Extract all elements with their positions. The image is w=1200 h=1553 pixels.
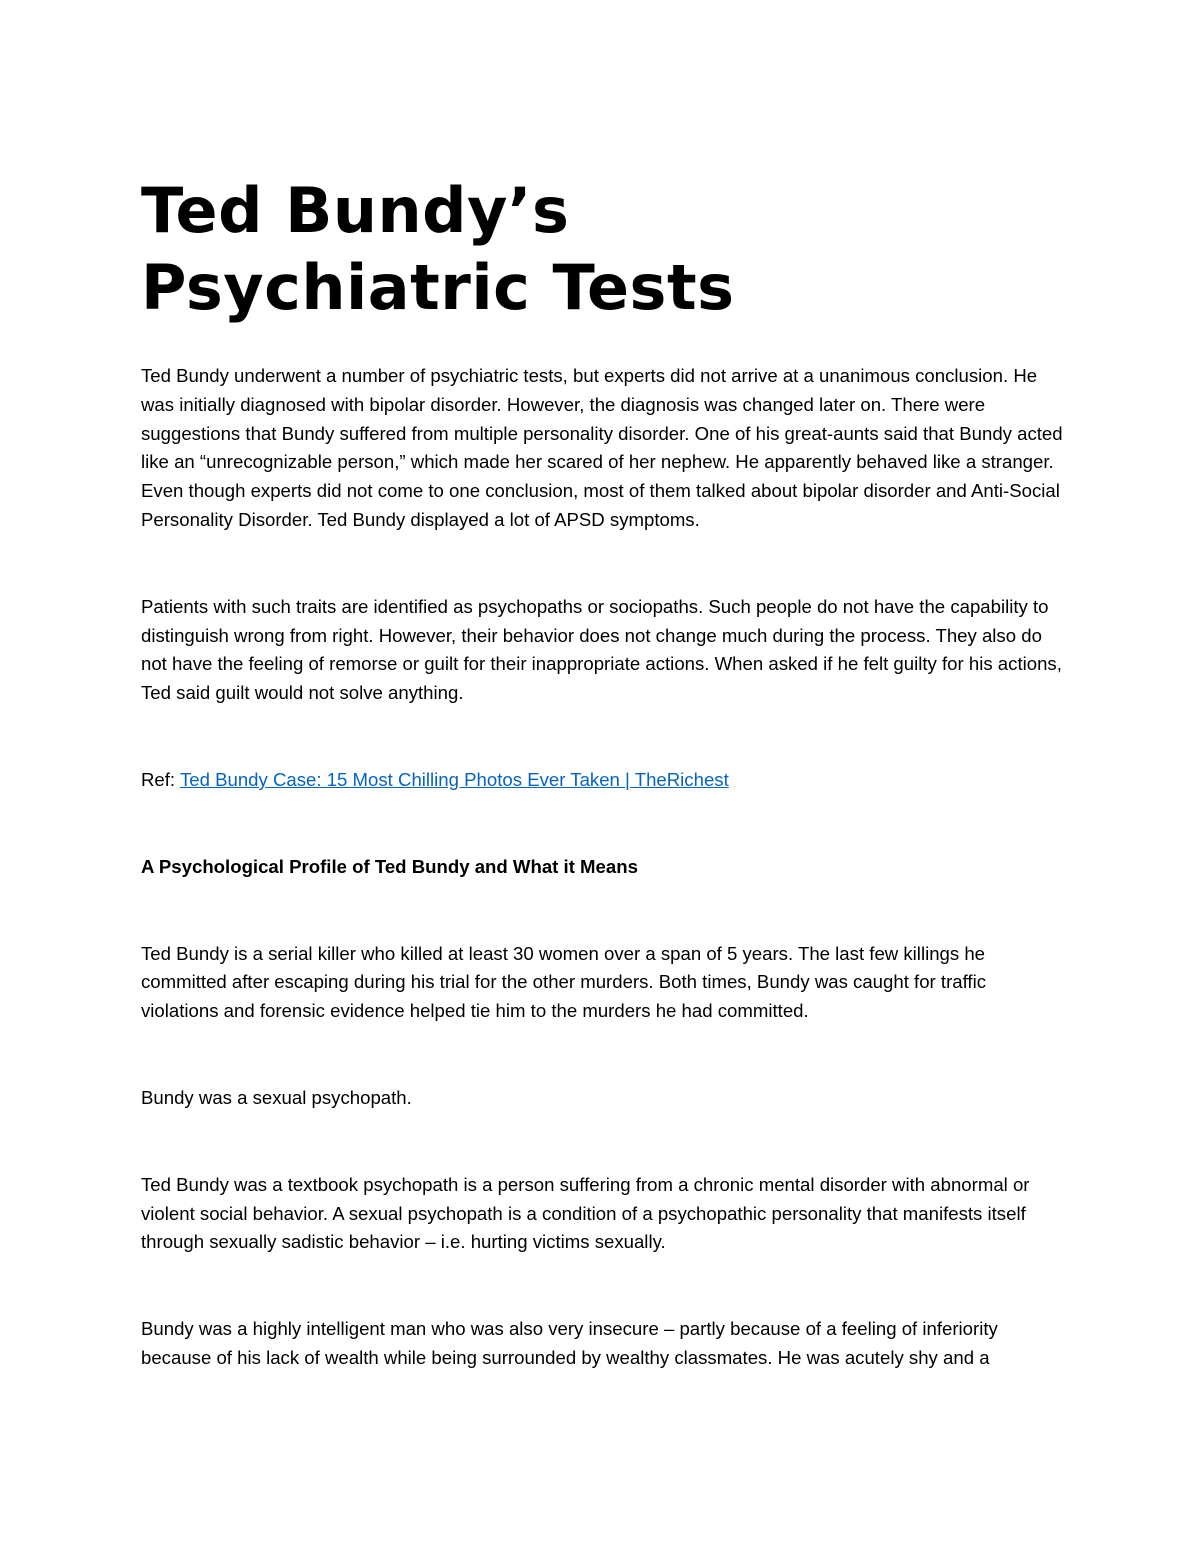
title-line-1: Ted Bundy’s [141, 174, 570, 247]
spacer [141, 882, 1066, 940]
spacer [141, 795, 1066, 853]
paragraph-psychiatric-tests: Ted Bundy underwent a number of psychiatric tests, but experts did not arrive at a unanimous conclusion. He was initially diagnosed with bipolar disorder. However, the diagnosis was changed later on. There were suggestions that Bundy suffered from multiple personality disorder. One of his great-aunts said that Bundy acted like an “unrecognizable person,” which made her scared of her nephew. He apparently behaved like a stranger. Even though experts did not come to one conclusion, most of them talked about bipolar disorder and Anti-Social Personality Disorder. Ted Bundy displayed a lot of APSD symptoms. [141, 365, 1063, 530]
spacer [141, 1026, 1066, 1084]
spacer [141, 1113, 1066, 1171]
document-title [141, 172, 1066, 326]
paragraph-serial-killer: Ted Bundy is a serial killer who killed at least 30 women over a span of 5 years. The last few killings he committed after escaping during his trial for the other murders. Both times, Bundy was caught for traffic violations and forensic evidence helped tie him to the murders he had committed. [141, 942, 987, 1022]
spacer [141, 326, 1066, 362]
document-body [141, 172, 1066, 1373]
paragraph-sexual-psychopath: Bundy was a sexual psychopath. [141, 1086, 412, 1108]
title-line-2: Psychiatric Tests [141, 251, 735, 324]
section-subheading: A Psychological Profile of Ted Bundy and What it Means [141, 855, 638, 877]
spacer [141, 1257, 1066, 1315]
spacer [141, 535, 1066, 593]
spacer [141, 708, 1066, 766]
paragraph-psychopath-traits: Patients with such traits are identified as psychopaths or sociopaths. Such people do not have the capability to distinguish wrong from right. However, their behavior does not change much during the process. They also do not have the feeling of remorse or guilt for their inappropriate actions. When asked if he felt guilty for his actions, Ted said guilt would not solve anything. [141, 595, 1062, 704]
paragraph-textbook-psychopath: Ted Bundy was a textbook psychopath is a person suffering from a chronic mental disorder with abnormal or violent social behavior. A sexual psychopath is a condition of a psychopathic personality that manifests itself through sexually sadistic behavior – i.e. hurting victims sexually. [141, 1173, 1030, 1253]
paragraph-intelligent-insecure: Bundy was a highly intelligent man who was also very insecure – partly because of a feeling of inferiority because of his lack of wealth while being surrounded by wealthy classmates. He was acutely shy and a [141, 1318, 998, 1368]
reference-link[interactable]: Ted Bundy Case: 15 Most Chilling Photos Ever Taken | TheRichest [179, 768, 729, 790]
reference-line [141, 766, 1066, 795]
reference-label: Ref: [141, 768, 180, 790]
